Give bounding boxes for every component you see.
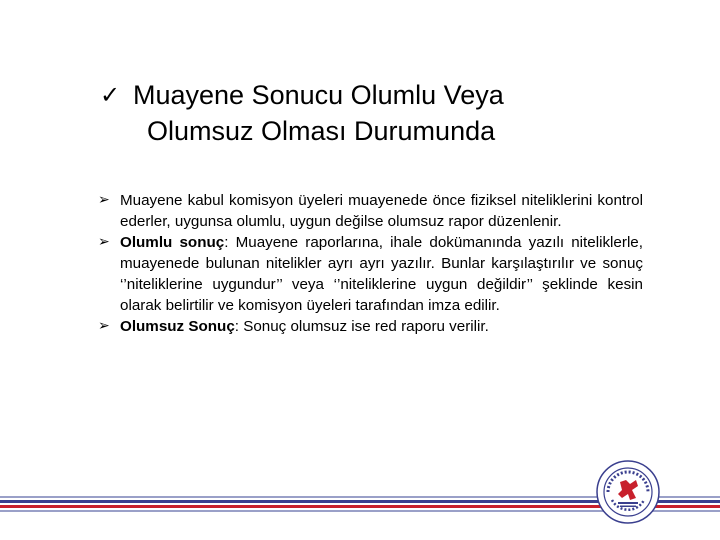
list-item [98,316,643,337]
bullet-bold-label: Olumlu sonuç [120,234,225,251]
bullet-text: : Muayene raporlarına, ihale dokümanında yazılı niteliklerle, muayenede bulunan nitelikler ayrı ayrı yazılır. Bunlar karşılaştırılır ve sonuç ‘’niteliklerine uygundur’’ veya ‘’niteliklerine uygun değildir’’ şeklinde kesin olarak belirtilir ve komisyon üyeleri tarafından imza edilir. [120,234,643,314]
list-item [98,232,643,316]
check-icon: ✓ [100,81,121,109]
bullet-text: : Sonuç olumsuz ise red raporu verilir. [234,318,489,335]
bullet-bold-label: Olumsuz Sonuç [120,318,235,335]
title-line-2: Olumsuz Olması Durumunda [147,116,496,146]
bullet-list [98,190,643,337]
university-seal-icon [596,460,660,524]
title-line-1: Muayene Sonucu Olumlu Veya [133,80,504,110]
arrow-right-icon: ➢ [98,318,110,334]
arrow-right-icon: ➢ [98,192,110,208]
bullet-text: Muayene kabul komisyon üyeleri muayenede önce fiziksel niteliklerini kontrol ederler, uygunsa olumlu, uygun değilse olumsuz rapor düzenlenir. [120,192,643,230]
arrow-right-icon: ➢ [98,234,110,250]
list-item [98,190,643,232]
